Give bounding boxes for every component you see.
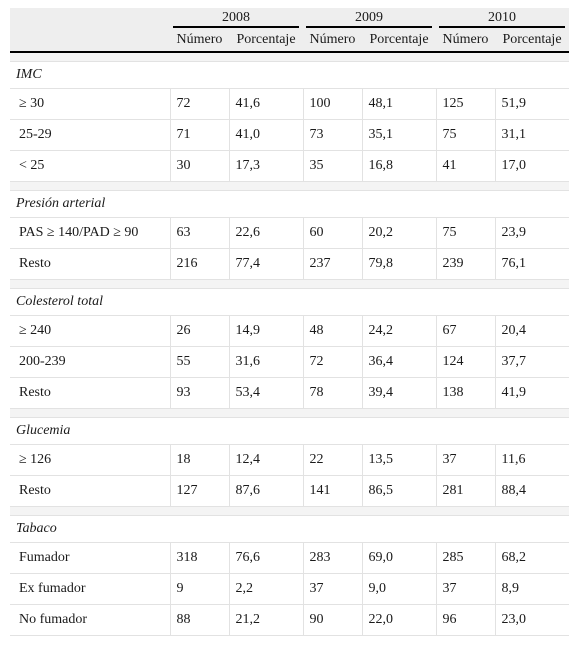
count-cell: 127 <box>170 476 229 507</box>
section-spacer <box>10 182 569 191</box>
section-spacer <box>10 507 569 516</box>
table-row <box>10 316 569 347</box>
count-cell: 100 <box>303 89 362 120</box>
count-cell: 60 <box>303 218 362 249</box>
count-cell: 35 <box>303 151 362 182</box>
percent-cell: 37,7 <box>495 347 569 378</box>
percent-cell: 86,5 <box>362 476 436 507</box>
count-cell: 285 <box>436 543 495 574</box>
row-label: No fumador <box>10 605 170 636</box>
percent-cell: 24,2 <box>362 316 436 347</box>
section-title: Glucemia <box>10 418 569 445</box>
table-row <box>10 89 569 120</box>
section-spacer <box>10 409 569 418</box>
year-header-row <box>10 8 569 28</box>
column-header: Número <box>170 28 229 52</box>
table-row <box>10 151 569 182</box>
percent-cell: 17,0 <box>495 151 569 182</box>
percent-cell: 16,8 <box>362 151 436 182</box>
table-body <box>10 52 569 636</box>
count-cell: 318 <box>170 543 229 574</box>
corner-cell <box>10 28 170 52</box>
count-cell: 88 <box>170 605 229 636</box>
section-header-row <box>10 516 569 543</box>
count-cell: 237 <box>303 249 362 280</box>
row-label: Ex fumador <box>10 574 170 605</box>
section-title: IMC <box>10 62 569 89</box>
table-row <box>10 605 569 636</box>
row-label: < 25 <box>10 151 170 182</box>
table-row <box>10 347 569 378</box>
count-cell: 72 <box>170 89 229 120</box>
percent-cell: 68,2 <box>495 543 569 574</box>
percent-cell: 31,1 <box>495 120 569 151</box>
count-cell: 37 <box>436 574 495 605</box>
row-label: ≥ 126 <box>10 445 170 476</box>
percent-cell: 76,6 <box>229 543 303 574</box>
count-cell: 93 <box>170 378 229 409</box>
column-header: Porcentaje <box>362 28 436 52</box>
percent-cell: 87,6 <box>229 476 303 507</box>
percent-cell: 88,4 <box>495 476 569 507</box>
section-header-row <box>10 289 569 316</box>
section-header-row <box>10 191 569 218</box>
percent-cell: 31,6 <box>229 347 303 378</box>
table-row <box>10 120 569 151</box>
percent-cell: 23,9 <box>495 218 569 249</box>
count-cell: 63 <box>170 218 229 249</box>
count-cell: 141 <box>303 476 362 507</box>
count-cell: 75 <box>436 120 495 151</box>
table-row <box>10 249 569 280</box>
section-spacer <box>10 280 569 289</box>
count-cell: 75 <box>436 218 495 249</box>
percent-cell: 13,5 <box>362 445 436 476</box>
percent-cell: 23,0 <box>495 605 569 636</box>
count-cell: 26 <box>170 316 229 347</box>
column-header: Número <box>436 28 495 52</box>
count-cell: 124 <box>436 347 495 378</box>
count-cell: 73 <box>303 120 362 151</box>
percent-cell: 36,4 <box>362 347 436 378</box>
percent-cell: 20,4 <box>495 316 569 347</box>
percent-cell: 69,0 <box>362 543 436 574</box>
percent-cell: 17,3 <box>229 151 303 182</box>
percent-cell: 12,4 <box>229 445 303 476</box>
percent-cell: 22,0 <box>362 605 436 636</box>
percent-cell: 53,4 <box>229 378 303 409</box>
count-cell: 138 <box>436 378 495 409</box>
percent-cell: 48,1 <box>362 89 436 120</box>
table-row <box>10 445 569 476</box>
percent-cell: 41,9 <box>495 378 569 409</box>
count-cell: 283 <box>303 543 362 574</box>
count-cell: 22 <box>303 445 362 476</box>
count-cell: 9 <box>170 574 229 605</box>
row-label: 25-29 <box>10 120 170 151</box>
count-cell: 281 <box>436 476 495 507</box>
percent-cell: 20,2 <box>362 218 436 249</box>
section-spacer <box>10 52 569 62</box>
percent-cell: 21,2 <box>229 605 303 636</box>
table-row <box>10 543 569 574</box>
table-row <box>10 476 569 507</box>
percent-cell: 11,6 <box>495 445 569 476</box>
row-label: Resto <box>10 476 170 507</box>
table-row <box>10 378 569 409</box>
count-cell: 71 <box>170 120 229 151</box>
column-header: Porcentaje <box>229 28 303 52</box>
percent-cell: 35,1 <box>362 120 436 151</box>
percent-cell: 14,9 <box>229 316 303 347</box>
percent-cell: 79,8 <box>362 249 436 280</box>
column-header: Número <box>303 28 362 52</box>
row-label: ≥ 240 <box>10 316 170 347</box>
table-header <box>10 8 569 52</box>
count-cell: 37 <box>436 445 495 476</box>
percent-cell: 8,9 <box>495 574 569 605</box>
count-cell: 67 <box>436 316 495 347</box>
data-table <box>10 8 569 636</box>
percent-cell: 39,4 <box>362 378 436 409</box>
count-cell: 216 <box>170 249 229 280</box>
count-cell: 18 <box>170 445 229 476</box>
section-title: Tabaco <box>10 516 569 543</box>
table-row <box>10 218 569 249</box>
year-header: 2009 <box>303 8 436 28</box>
row-label: 200-239 <box>10 347 170 378</box>
percent-cell: 22,6 <box>229 218 303 249</box>
section-title: Colesterol total <box>10 289 569 316</box>
section-header-row <box>10 62 569 89</box>
row-label: PAS ≥ 140/PAD ≥ 90 <box>10 218 170 249</box>
percent-cell: 41,6 <box>229 89 303 120</box>
count-cell: 30 <box>170 151 229 182</box>
percent-cell: 41,0 <box>229 120 303 151</box>
count-cell: 48 <box>303 316 362 347</box>
row-label: Resto <box>10 378 170 409</box>
row-label: Resto <box>10 249 170 280</box>
percent-cell: 51,9 <box>495 89 569 120</box>
row-label: Fumador <box>10 543 170 574</box>
column-header-row <box>10 28 569 52</box>
percent-cell: 77,4 <box>229 249 303 280</box>
table-row <box>10 574 569 605</box>
section-title: Presión arterial <box>10 191 569 218</box>
row-label: ≥ 30 <box>10 89 170 120</box>
count-cell: 96 <box>436 605 495 636</box>
count-cell: 78 <box>303 378 362 409</box>
section-header-row <box>10 418 569 445</box>
percent-cell: 76,1 <box>495 249 569 280</box>
count-cell: 125 <box>436 89 495 120</box>
year-header: 2008 <box>170 8 303 28</box>
percent-cell: 2,2 <box>229 574 303 605</box>
year-header: 2010 <box>436 8 569 28</box>
count-cell: 37 <box>303 574 362 605</box>
count-cell: 55 <box>170 347 229 378</box>
count-cell: 41 <box>436 151 495 182</box>
column-header: Porcentaje <box>495 28 569 52</box>
count-cell: 90 <box>303 605 362 636</box>
count-cell: 72 <box>303 347 362 378</box>
count-cell: 239 <box>436 249 495 280</box>
corner-cell <box>10 8 170 28</box>
percent-cell: 9,0 <box>362 574 436 605</box>
